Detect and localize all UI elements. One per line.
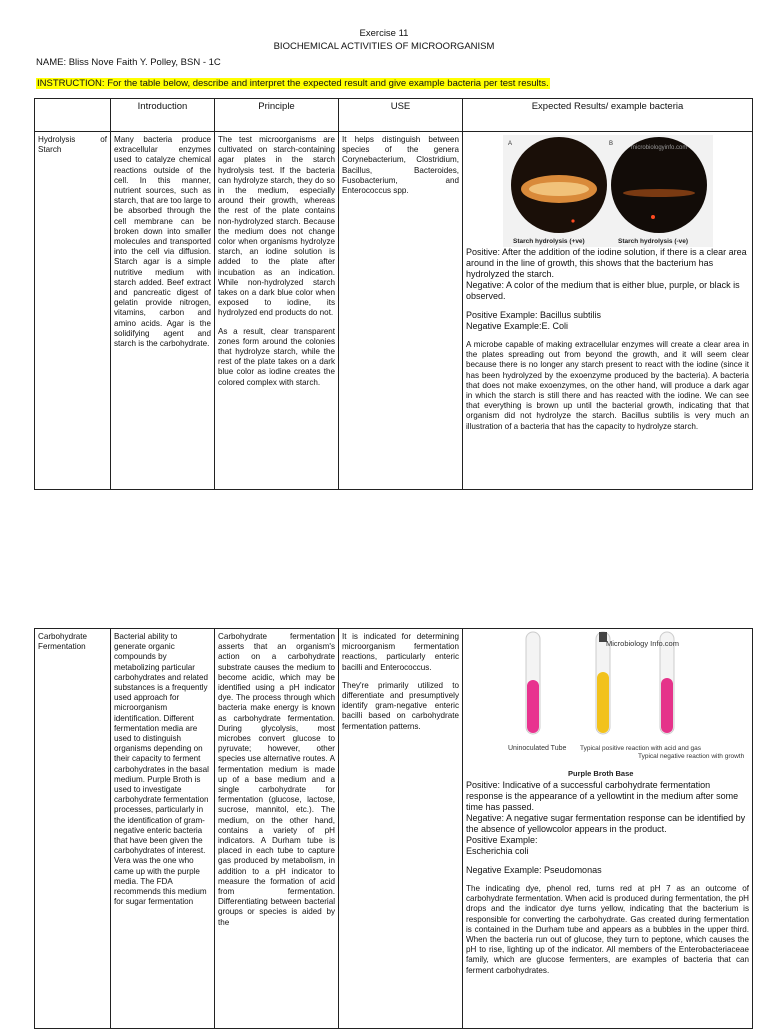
starch-principle-para-1: The test microorganisms are cultivated on starch-containing agar plates in the starch hydrolysis test. If the bacteria can hydrolyze starch, they do so in the medium, especially around their growth, whereas the rest of the plate contains non-hydrolyzed starch. Because the medium does not change color when organisms hydrolyze starch, an iodine solution is added to the plate after incubation as an indication. While non-hydrolyzed starch takes on a dark blue color when exposed to iodine, its hydrolyzed end products do not. — [218, 135, 335, 318]
carbohydrate-positive-value: Escherichia coli — [466, 846, 529, 856]
tube-caption: Purple Broth Base — [567, 769, 633, 778]
carbohydrate-negative-result: Negative: A negative sugar fermentation response can be identified by the absence of yellowcolor appears in the product. — [466, 813, 746, 834]
exercise-number: Exercise 11 — [359, 28, 409, 39]
plate-label-b: B — [608, 141, 613, 147]
tube-label-positive: Typical positive reaction with acid and gas — [579, 745, 701, 752]
table-row-carbohydrate — [35, 629, 753, 1029]
carbohydrate-use — [339, 629, 463, 1029]
carbohydrate-principle: Carbohydrate fermentation asserts that an organism's action on a carbohydrate substrate causes the medium to become acidic, which may be identified using a pH indicator dye. The process through which bacteria make energy is known as carbohydrate fermentation. During glycolysis, most microbes convert glucose to pyruvate; however, other species use alternative routes. A fermentation medium is made up of a base medium and a single carbohydrate for fermentation (glucose, lactose, sucrose, mannitol, etc.). The medium, on the other hand, contains a variety of pH indicators. A Durham tube is placed in each tube to capture gas produced by metabolism, in addition to a pH indicator to measure the formation of acid from fermentation. Differentiating between bacterial groups or species is aided by the — [215, 629, 339, 1029]
student-name: NAME: Bliss Nove Faith Y. Polley, BSN - 1C — [36, 57, 221, 68]
instruction-highlight: INSTRUCTION: For the table below, describe and interpret the expected result and give example bacteria per test results. — [37, 78, 549, 89]
table-header-row — [35, 99, 753, 132]
carbohydrate-explanation: The indicating dye, phenol red, turns red at pH 7 as an outcome of carbohydrate fermentation. When acid is produced during fermentation, the pH drops and the indicator dye turns yellow, indicating that the bacterium is responsible for converting the carbohydrate. Gas created during fermentation is contained in the Durham tube and appears as a bubbles in the upper third. When the bacteria run out of glucose, they turn to peptone, which causes the pH to rise, lighting up of the indicator. All members of the Enterobacteriaceae family, which are glucose fermenters, are examples of bacteria that can ferment carbohydrates. — [466, 884, 749, 975]
tube-label-uninoculated: Uninoculated Tube — [507, 745, 566, 752]
carbohydrate-positive-label: Positive Example: — [466, 835, 538, 845]
starch-use: It helps distinguish between species of the genera Corynebacterium, Clostridium, Bacillus, Bacteroides, Fusobacterium, and Enterococcus spp. — [339, 132, 463, 490]
starch-plates-illustration — [503, 135, 713, 247]
starch-principle-para-2: As a result, clear transparent zones form around the colonies that hydrolyze starch, while the rest of the plate takes on a dark blue color as iodine creates the colored complex with starch. — [218, 326, 335, 387]
image-watermark: microbiologyinfo.com — [630, 145, 687, 151]
carbohydrate-use-para-1: It is indicated for determining microorganism fermentation reactions, particularly enteric bacilli and Enterococcus. — [342, 632, 459, 672]
header-cell-use: USE — [339, 99, 463, 132]
carbohydrate-negative-example: Negative Example: Pseudomonas — [466, 865, 602, 875]
table-row-starch — [35, 132, 753, 490]
caption-negative: Starch hydrolysis (-ve) — [617, 238, 688, 245]
starch-negative-example: Negative Example:E. Coli — [466, 321, 569, 331]
starch-introduction: Many bacteria produce extracellular enzymes used to catalyze chemical reactions outside of the cell. In this manner, nutrient sources, such as starch, that are too large to be absorbed through the cell membrane can be broken down into smaller molecules and transported into the cell via diffusion. Starch agar is a simple nutritive medium with starch added. Beef extract and pancreatic digest of gelatin provide nitrogen, vitamins, carbon and amino acids. Agar is the solidifying agent and starch is the carbohydrate. — [111, 132, 215, 490]
tube-label-negative: Typical negative reaction with growth — [637, 753, 744, 760]
broth-tubes-image — [466, 632, 749, 780]
test-name-starch: Hydrolysis of Starch — [35, 132, 111, 490]
starch-expected-results — [463, 132, 753, 490]
test-name-carbohydrate: Carbohydrate Fermentation — [35, 629, 111, 1029]
header-cell-test — [35, 99, 111, 132]
header-cell-principle: Principle — [215, 99, 339, 132]
header-cell-introduction: Introduction — [111, 99, 215, 132]
header-cell-expected-results: Expected Results/ example bacteria — [463, 99, 753, 132]
carbohydrate-expected-results — [463, 629, 753, 1029]
starch-principle — [215, 132, 339, 490]
starch-negative-result: Negative: A color of the medium that is either blue, purple, or black is observed. — [466, 280, 740, 301]
document-title: BIOCHEMICAL ACTIVITIES OF MICROORGANISM — [273, 41, 495, 52]
broth-tubes-illustration — [488, 632, 744, 780]
starch-positive-result: Positive: After the addition of the iodine solution, if there is a clear area around in the line of growth, this shows that the bacterium has hydrolyzed the starch. — [466, 247, 747, 279]
table-carbohydrate — [34, 628, 753, 1029]
carbohydrate-introduction: Bacterial ability to generate organic compounds by metabolizing particular carbohydrates and related substances is a frequently used approach for microorganism identification. Different fermentation media are used to distinguish organisms depending on their capacity to ferment carbohydrates in the basal medium. Purple Broth is used to investigate carbohydrate fermentation processes, particularly in the identification of gram-negative enteric bacteria that have been given the carbohydrates of interest. Vera was the one who came up with the purple media. The FDA recommends this medium for sugar fermentation — [111, 629, 215, 1029]
carbohydrate-use-para-2: They're primarily utilized to differentiate and presumptively identify gram-negative enteric bacilli based on carbohydrate fermentation patterns. — [342, 680, 459, 731]
plate-label-a: A — [507, 141, 512, 147]
table-starch — [34, 98, 753, 490]
caption-positive: Starch hydrolysis (+ve) — [512, 238, 585, 245]
starch-explanation: A microbe capable of making extracellular enzymes will create a clear area in the plates spreading out from beyond the growth, and it will seem clear because there is no longer any starch present to react with the iodine (since it has been hydrolyzed by the exoenzyme produced by the bacteria). A bacteria that does not make exoenzymes, on the other hand, will produce a dark agar in which the starch is still there and has reacted with the iodine. We can see that everything is brown up until the bacterial growth, indicating that that organism did not hydrolyze the starch. Bacillus subtilis is very much an illustration of a bacteria that has the capacity to hydrolyze starch. — [466, 340, 749, 431]
tube-watermark: Microbiology Info.com — [605, 639, 679, 648]
starch-positive-example: Positive Example: Bacillus subtilis — [466, 310, 602, 320]
starch-plates-image — [466, 135, 749, 247]
carbohydrate-positive-result: Positive: Indicative of a successful carbohydrate fermentation response is the appearance of a yellowtint in the medium after some time has passed. — [466, 780, 739, 812]
